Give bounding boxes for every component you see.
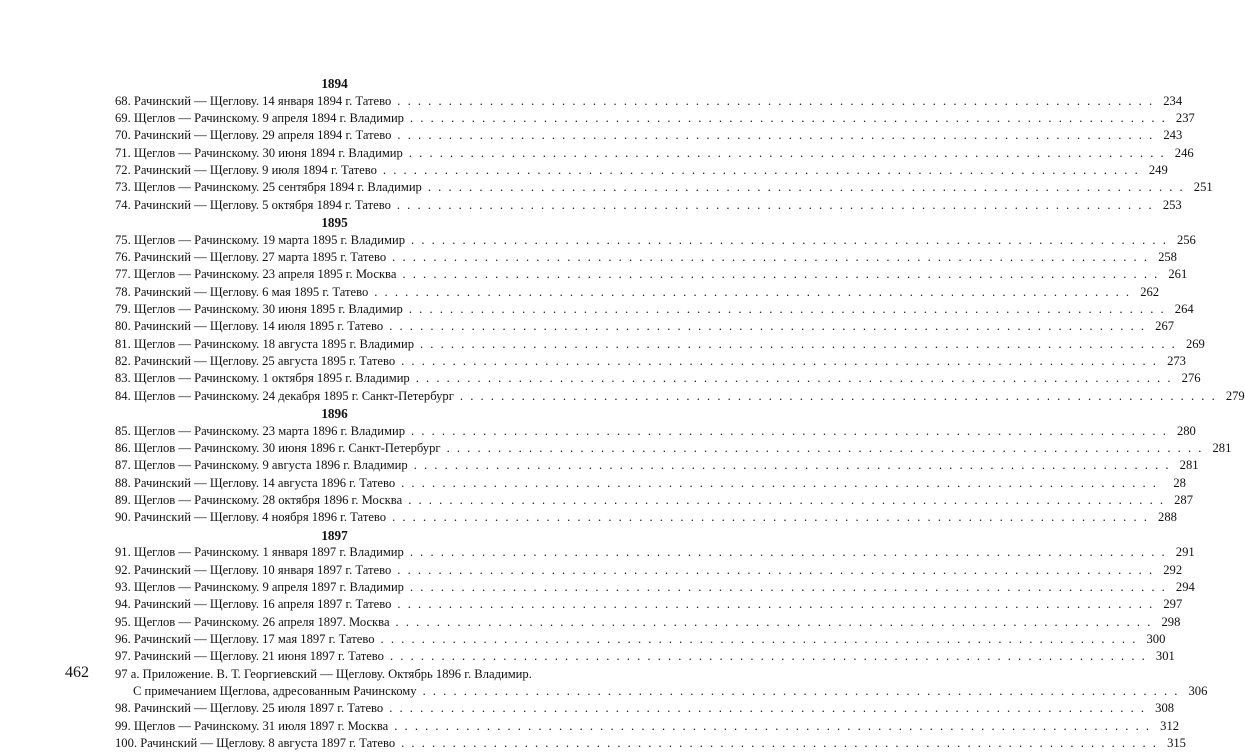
- toc-entry: [115, 249, 1177, 266]
- entry-page-number: 258: [1158, 249, 1177, 264]
- toc-entry: [115, 509, 1177, 526]
- entry-title: 75. Щеглов — Рачинскому. 19 марта 1895 г. Владимир: [115, 232, 406, 247]
- entry-title: 91. Щеглов — Рачинскому. 1 января 1897 г. Владимир: [115, 545, 404, 560]
- toc-entry: [115, 440, 1232, 457]
- dot-leader: [404, 579, 1171, 596]
- dot-leader: [383, 318, 1150, 335]
- dot-leader: [383, 700, 1150, 717]
- entry-page-number: 251: [1193, 180, 1213, 195]
- dot-leader: [391, 596, 1158, 613]
- dot-leader: [403, 145, 1170, 162]
- dot-leader: [391, 562, 1158, 579]
- entry-page-number: 243: [1163, 128, 1183, 143]
- entry-title: 77. Щеглов — Рачинскому. 23 апреля 1895 г. Москва: [115, 267, 397, 282]
- entry-page-number: 315: [1167, 736, 1186, 751]
- entry-title: 82. Рачинский — Щеглову. 25 августа 1895 г. Татево: [115, 354, 396, 368]
- entry-page-number: 249: [1148, 162, 1168, 177]
- entry-page-number: 237: [1175, 110, 1195, 125]
- entry-title: 86. Щеглов — Рачинскому. 30 июня 1896 г. Санкт-Петербург: [115, 440, 441, 455]
- dot-leader: [395, 475, 1162, 492]
- dot-leader: [417, 683, 1184, 700]
- entry-page-number: 306: [1188, 684, 1208, 699]
- toc-entry: [115, 423, 1196, 440]
- entry-title: 95. Щеглов — Рачинскому. 26 апреля 1897. Москва: [115, 614, 390, 629]
- entry-title: 96. Рачинский — Щеглову. 17 мая 1897 г. Татево: [115, 632, 375, 646]
- entry-title: 73. Щеглов — Рачинскому. 25 сентября 1894 г. Владимир: [115, 180, 422, 195]
- entry-title: 70. Рачинский — Щеглову. 29 апреля 1894 г. Татево: [115, 128, 392, 143]
- entry-title: 78. Рачинский — Щеглову. 6 мая 1895 г. Татево: [115, 284, 369, 299]
- dot-leader: [395, 735, 1162, 752]
- entry-page-number: 280: [1176, 423, 1196, 438]
- page-number: 462: [65, 664, 89, 681]
- entry-page-number: 279: [1225, 388, 1245, 403]
- year-heading: 1897: [321, 527, 348, 543]
- dot-leader: [396, 266, 1163, 283]
- toc-entry: [115, 648, 1175, 665]
- entry-title: 85. Щеглов — Рачинскому. 23 марта 1896 г. Владимир: [115, 423, 406, 438]
- toc-entry: [115, 735, 1186, 752]
- dot-leader: [404, 110, 1171, 127]
- dot-leader: [422, 179, 1189, 196]
- dot-leader: [414, 336, 1181, 353]
- entry-page-number: 308: [1155, 701, 1175, 716]
- toc-entry: [115, 631, 1166, 648]
- toc-entry: [115, 127, 1183, 144]
- entry-title: 79. Щеглов — Рачинскому. 30 июня 1895 г. Владимир: [115, 301, 403, 316]
- dot-leader: [403, 301, 1170, 318]
- entry-title: 69. Щеглов — Рачинскому. 9 апреля 1894 г. Владимир: [115, 110, 404, 125]
- toc-entry: [115, 232, 1196, 249]
- dot-leader: [384, 648, 1151, 665]
- toc-entry: [115, 93, 1183, 110]
- entry-page-number: 294: [1175, 579, 1195, 594]
- toc-entry: [115, 614, 1181, 631]
- toc-entry: [115, 718, 1180, 735]
- entry-page-number: 253: [1162, 197, 1182, 212]
- dot-leader: [441, 440, 1208, 457]
- toc-entry: [115, 475, 1186, 492]
- entry-page-number: 301: [1155, 649, 1175, 664]
- entry-title: 89. Щеглов — Рачинскому. 28 октября 1896 г. Москва: [115, 493, 403, 507]
- entry-page-number: 234: [1163, 93, 1183, 108]
- table-of-contents: [115, 75, 1245, 752]
- dot-leader: [368, 284, 1135, 301]
- entry-title: 97. Рачинский — Щеглову. 21 июня 1897 г. Татево: [115, 649, 384, 664]
- year-heading: 1894: [321, 76, 348, 91]
- entry-page-number: 300: [1146, 632, 1166, 646]
- entry-page-number: 292: [1163, 562, 1183, 577]
- year-heading: 1896: [321, 406, 348, 422]
- entry-title: 99. Щеглов — Рачинскому. 31 июля 1897 г. Москва: [115, 718, 389, 733]
- dot-leader: [395, 353, 1162, 370]
- toc-entry: [115, 336, 1205, 353]
- entry-title: 97 а. Приложение. В. Т. Георгиевский — Щеглову. Октябрь 1896 г. Владимир.: [115, 666, 532, 681]
- entry-title: 80. Рачинский — Щеглову. 14 июля 1895 г. Татево: [115, 319, 384, 334]
- entry-page-number: 291: [1175, 545, 1195, 560]
- toc-entry: [115, 179, 1213, 196]
- entry-title: 72. Рачинский — Щеглову. 9 июля 1894 г. Татево: [115, 162, 377, 177]
- entry-page-number: 262: [1140, 284, 1160, 299]
- entry-title: 98. Рачинский — Щеглову. 25 июля 1897 г. Татево: [115, 701, 384, 716]
- toc-entry: [115, 197, 1182, 214]
- entry-page-number: 312: [1160, 718, 1180, 733]
- entry-page-number: 269: [1185, 336, 1205, 351]
- dot-leader: [405, 423, 1172, 440]
- year-heading: 1895: [321, 215, 348, 230]
- toc-entry: [115, 544, 1195, 561]
- entry-page-number: 256: [1176, 232, 1196, 247]
- toc-entry: [115, 301, 1194, 318]
- toc-entry: [115, 162, 1168, 179]
- toc-entry: [115, 318, 1175, 335]
- entry-title: С примечанием Щеглова, адресованным Рачинскому: [133, 684, 417, 699]
- entry-title: 81. Щеглов — Рачинскому. 18 августа 1895 г. Владимир: [115, 336, 414, 351]
- entry-title: 90. Рачинский — Щеглову. 4 ноября 1896 г. Татево: [115, 510, 387, 525]
- entry-title: 83. Щеглов — Рачинскому. 1 октября 1895 г. Владимир: [115, 371, 410, 386]
- entry-title: 76. Рачинский — Щеглову. 27 марта 1895 г. Татево: [115, 249, 387, 264]
- dot-leader: [404, 544, 1171, 561]
- entry-page-number: 276: [1181, 371, 1201, 386]
- entry-page-number: 288: [1158, 510, 1177, 525]
- entry-title: 93. Щеглов — Рачинскому. 9 апреля 1897 г. Владимир: [115, 579, 404, 594]
- entry-title: 100. Рачинский — Щеглову. 8 августа 1897 г. Татево: [115, 736, 396, 751]
- entry-title: 94. Рачинский — Щеглову. 16 апреля 1897 г. Татево: [115, 597, 392, 612]
- toc-entry: [115, 284, 1160, 301]
- toc-entry: [115, 666, 554, 683]
- entry-page-number: 246: [1174, 145, 1194, 160]
- toc-entry: [115, 492, 1194, 509]
- toc-entry: [115, 562, 1183, 579]
- dot-leader: [390, 614, 1157, 631]
- toc-entry: [115, 579, 1195, 596]
- toc-entry: [115, 266, 1188, 283]
- toc-entry: [115, 457, 1199, 474]
- dot-leader: [408, 457, 1175, 474]
- entry-page-number: 298: [1161, 614, 1181, 629]
- dot-leader: [391, 197, 1158, 214]
- entry-page-number: 273: [1167, 354, 1186, 368]
- dot-leader: [388, 718, 1155, 735]
- toc-entry: [115, 353, 1186, 370]
- dot-leader: [402, 492, 1169, 509]
- toc-entry: [115, 110, 1195, 127]
- entry-title: 84. Щеглов — Рачинскому. 24 декабря 1895 г. Санкт-Петербург: [115, 388, 454, 403]
- dot-leader: [386, 249, 1153, 266]
- toc-entry: [115, 370, 1201, 387]
- dot-leader: [410, 370, 1177, 387]
- dot-leader: [405, 232, 1172, 249]
- entry-title: 68. Рачинский — Щеглову. 14 января 1894 г. Татево: [115, 93, 392, 108]
- dot-leader: [377, 162, 1144, 179]
- entry-page-number: 264: [1174, 301, 1194, 316]
- toc-entry: [115, 700, 1175, 717]
- entry-page-number: 297: [1163, 597, 1183, 612]
- dot-leader: [391, 127, 1158, 144]
- entry-page-number: 281: [1212, 440, 1232, 455]
- dot-leader: [391, 93, 1158, 110]
- dot-leader: [454, 388, 1221, 405]
- dot-leader: [375, 631, 1142, 648]
- entry-title: 71. Щеглов — Рачинскому. 30 июня 1894 г. Владимир: [115, 145, 403, 160]
- entry-page-number: 287: [1174, 493, 1194, 507]
- entry-page-number: 267: [1155, 319, 1175, 334]
- entry-title: 74. Рачинский — Щеглову. 5 октября 1894 г. Татево: [115, 197, 391, 212]
- entry-title: 87. Щеглов — Рачинскому. 9 августа 1896 г. Владимир: [115, 458, 408, 473]
- toc-entry: [115, 596, 1183, 613]
- entry-page-number: 281: [1179, 458, 1199, 473]
- entry-title: 92. Рачинский — Щеглову. 10 января 1897 г. Татево: [115, 562, 392, 577]
- entry-title: 88. Рачинский — Щеглову. 14 августа 1896 г. Татево: [115, 475, 396, 490]
- toc-entry: [115, 388, 1245, 405]
- entry-page-number: 28: [1173, 475, 1186, 490]
- toc-entry: [115, 145, 1194, 162]
- toc-entry: [115, 683, 1208, 700]
- dot-leader: [386, 509, 1153, 526]
- entry-page-number: 261: [1168, 267, 1188, 282]
